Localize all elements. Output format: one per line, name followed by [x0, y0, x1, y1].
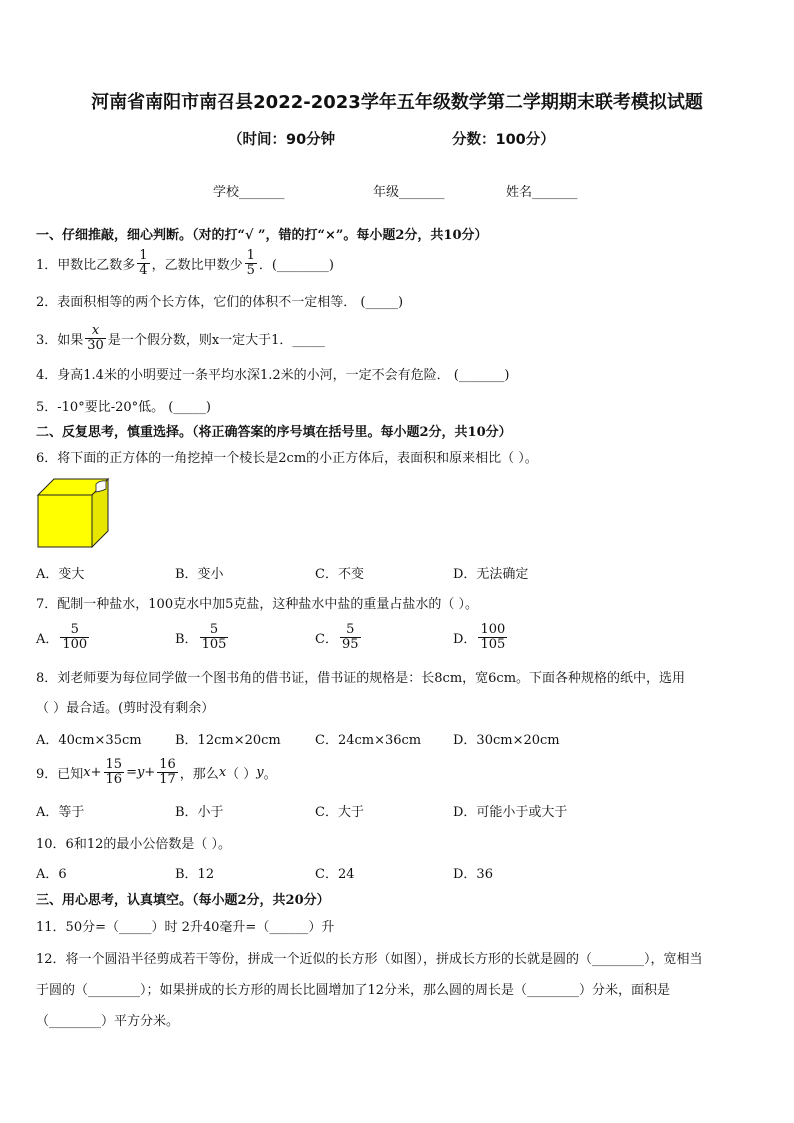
- q10-option-c: C．24: [315, 867, 355, 882]
- q1-text-c: ．(________): [258, 257, 335, 273]
- q9-option-c: C．大于: [315, 805, 364, 820]
- q8-option-b: B．12cm×20cm: [175, 733, 281, 748]
- q1-text-b: ，乙数比甲数少: [151, 257, 243, 273]
- question-2: 2．表面积相等的两个长方体，它们的体积不一定相等． (_____): [36, 295, 404, 310]
- section2-heading: 二、反复思考，慎重选择。（将正确答案的序号填在括号里。每小题2分，共10分）: [36, 425, 512, 440]
- q6-option-a: A．变大: [36, 567, 85, 582]
- question-5: 5．-10°要比-20°低。 (_____): [36, 400, 211, 415]
- q7-option-c: C． $\frac{5}{95}$: [315, 621, 359, 652]
- page-title: 河南省南阳市南召县2022-2023学年五年级数学第二学期期末联考模拟试题: [91, 92, 703, 113]
- question-8-line2: （ ）最合适。(剪时没有剩余）: [36, 701, 215, 716]
- q6-option-d: D．无法确定: [453, 567, 529, 582]
- q3-text-a: 3．如果: [36, 332, 84, 348]
- section1-heading: 一、仔细推敲，细心判断。（对的打“√ ”，错的打“×”。每小题2分，共10分）: [36, 228, 488, 243]
- q10-option-b: B．12: [175, 867, 215, 882]
- question-12-line1: 12．将一个圆沿半径剪成若干等份，拼成一个近似的长方形（如图），拼成长方形的长就是圆的（________），宽相当: [36, 952, 703, 967]
- question-1: [36, 245, 334, 281]
- q8-option-d: D．30cm×20cm: [453, 733, 560, 748]
- q3-fraction: $\frac{x}{30}$: [87, 322, 104, 353]
- question-9: 9．已知 x + $\frac{15}{16}$ = y + $\frac{16}{17}$ ，那么 x （ ） y 。: [36, 756, 277, 787]
- q6-option-c: C．不变: [315, 567, 364, 582]
- grade-field: 年级_______: [373, 185, 445, 200]
- q9-option-d: D．可能小于或大于: [453, 805, 568, 820]
- question-6: 6．将下面的正方体的一角挖掉一个棱长是2cm的小正方体后，表面积和原来相比（ ）。: [36, 451, 538, 466]
- section3-heading: 三、用心思考，认真填空。（每小题2分，共20分）: [36, 893, 330, 908]
- q7-option-d: D． $\frac{100}{105}$: [453, 621, 506, 652]
- question-12-line2: 于圆的（________）；如果拼成的长方形的周长比圆增加了12分米，那么圆的周长是（________）分米，面积是: [36, 983, 671, 998]
- question-11: 11．50分=（_____）时 2升40毫升=（______）升: [36, 920, 335, 935]
- q7-option-a: A． $\frac{5}{100}$: [36, 621, 88, 652]
- q3-text-b: 是一个假分数，则x一定大于1．_____: [107, 332, 325, 348]
- q9-option-b: B．小于: [175, 805, 224, 820]
- exam-time: （时间：90分钟: [228, 132, 336, 148]
- question-4: 4．身高1.4米的小明要过一条平均水深1.2米的小河，一定不会有危险． (_______): [36, 368, 510, 383]
- q10-option-d: D．36: [453, 867, 493, 882]
- q9-option-a: A．等于: [36, 805, 85, 820]
- question-7: 7．配制一种盐水，100克水中加5克盐，这种盐水中盐的重量占盐水的（ ）。: [36, 597, 478, 612]
- question-12-line3: （________）平方分米。: [36, 1014, 180, 1029]
- q1-fraction-1: $\frac{1}{4}$: [139, 247, 148, 278]
- q8-option-a: A．40cm×35cm: [36, 733, 142, 748]
- name-field: 姓名_______: [506, 185, 578, 200]
- q7-option-b: B． $\frac{5}{105}$: [175, 621, 227, 652]
- school-field: 学校_______: [213, 185, 285, 200]
- question-8-line1: 8．刘老师要为每位同学做一个图书角的借书证，借书证的规格是：长8cm，宽6cm。下面各种规格的纸中，选用: [36, 671, 686, 686]
- exam-score: 分数：100分）: [452, 132, 555, 148]
- q1-text-a: 1．甲数比乙数多: [36, 257, 136, 273]
- q6-option-b: B．变小: [175, 567, 224, 582]
- q10-option-a: A．6: [36, 867, 67, 882]
- q8-option-c: C．24cm×36cm: [315, 733, 422, 748]
- question-10: 10．6和12的最小公倍数是（ ）。: [36, 837, 231, 852]
- question-3: [36, 321, 325, 355]
- q1-fraction-2: $\frac{1}{5}$: [246, 247, 255, 278]
- cube-diagram: [36, 477, 112, 549]
